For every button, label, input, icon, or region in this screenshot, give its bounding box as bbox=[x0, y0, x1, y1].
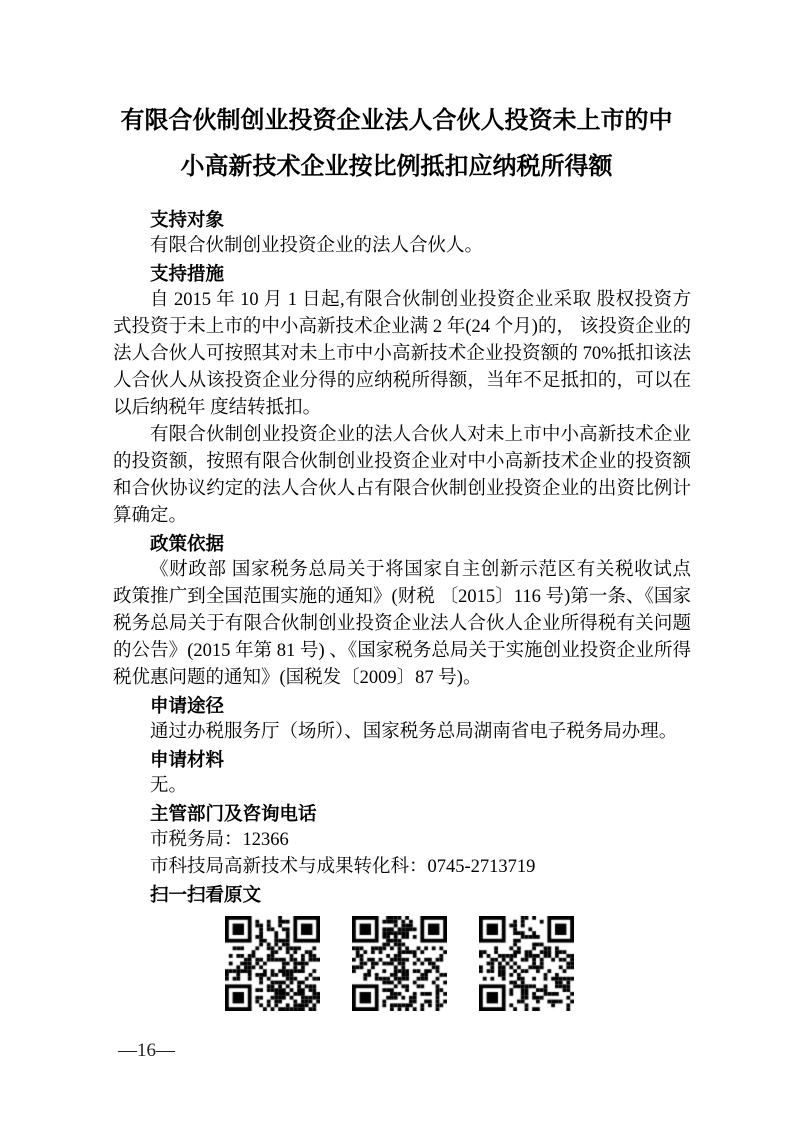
section-support-measures bbox=[113, 260, 691, 530]
paragraph-application-materials: 无。 bbox=[150, 776, 188, 796]
qr-code-icon-3 bbox=[479, 916, 574, 1011]
document-body bbox=[113, 206, 691, 1011]
page-title bbox=[0, 0, 793, 190]
section-heading-department-contact: 主管部门及咨询电话 bbox=[150, 803, 317, 824]
contact-tax-bureau: 市税务局：12366 bbox=[150, 830, 289, 850]
paragraph-application-channel: 通过办税服务厅（场所）、国家税务总局湖南省电子税务局办理。 bbox=[150, 722, 678, 742]
contact-science-bureau: 市科技局高新技术与成果转化科：0745-2713719 bbox=[150, 857, 536, 877]
section-heading-application-channel: 申请途径 bbox=[150, 695, 225, 716]
section-heading-support-measures: 支持措施 bbox=[150, 263, 225, 284]
section-heading-scan-qr: 扫一扫看原文 bbox=[150, 884, 262, 905]
section-department-contact bbox=[113, 800, 691, 881]
section-scan-qr bbox=[113, 881, 691, 1011]
paragraph-support-measures-2: 有限合伙制创业投资企业的法人合伙人对未上市中小高新技术企业的投资额，按照有限合伙制创业投资企业对中小高新技术企业的投资额和合伙协议约定的法人合伙人占有限合伙制创业投资企业的出资比例计算确定。 bbox=[113, 425, 691, 526]
page-number: —16— bbox=[118, 1040, 175, 1061]
section-support-object bbox=[113, 206, 691, 260]
section-policy-basis bbox=[113, 530, 691, 692]
qr-code-row bbox=[113, 916, 691, 1011]
section-heading-support-object: 支持对象 bbox=[150, 209, 225, 230]
paragraph-support-object: 有限合伙制创业投资企业的法人合伙人。 bbox=[150, 236, 484, 256]
section-heading-policy-basis: 政策依据 bbox=[150, 533, 225, 554]
paragraph-policy-basis: 《财政部 国家税务总局关于将国家自主创新示范区有关税收试点政策推广到全国范围实施的通知》(财税 〔2015〕116 号)第一条、《国家税务总局关于有限合伙制创业投资企业法人合伙人企业所得税有关问题的公告》(2015 年第 81 号) 、《国家税务总局关于实施创业投资企业所得税优惠问题的通知》(国税发〔2009〕87 号)。 bbox=[113, 560, 691, 688]
section-application-materials bbox=[113, 746, 691, 800]
paragraph-support-measures-1: 自 2015 年 10 月 1 日起,有限合伙制创业投资企业采取 股权投资方式投资于未上市的中小高新技术企业满 2 年(24 个月)的， 该投资企业的法人合伙人可按照其对未上市中小高新技术企业投资额的 70%抵扣该法人合伙人从该投资企业分得的应纳税所得额，当年不足抵扣的，可以在以后纳税年 度结转抵扣。 bbox=[113, 290, 691, 418]
title-line-2: 小高新技术企业按比例抵扣应纳税所得额 bbox=[180, 154, 613, 180]
section-heading-application-materials: 申请材料 bbox=[150, 749, 225, 770]
title-line-1: 有限合伙制创业投资企业法人合伙人投资未上市的中 bbox=[120, 108, 673, 134]
section-application-channel bbox=[113, 692, 691, 746]
qr-code-icon-1 bbox=[225, 916, 320, 1011]
qr-code-icon-2 bbox=[352, 916, 447, 1011]
